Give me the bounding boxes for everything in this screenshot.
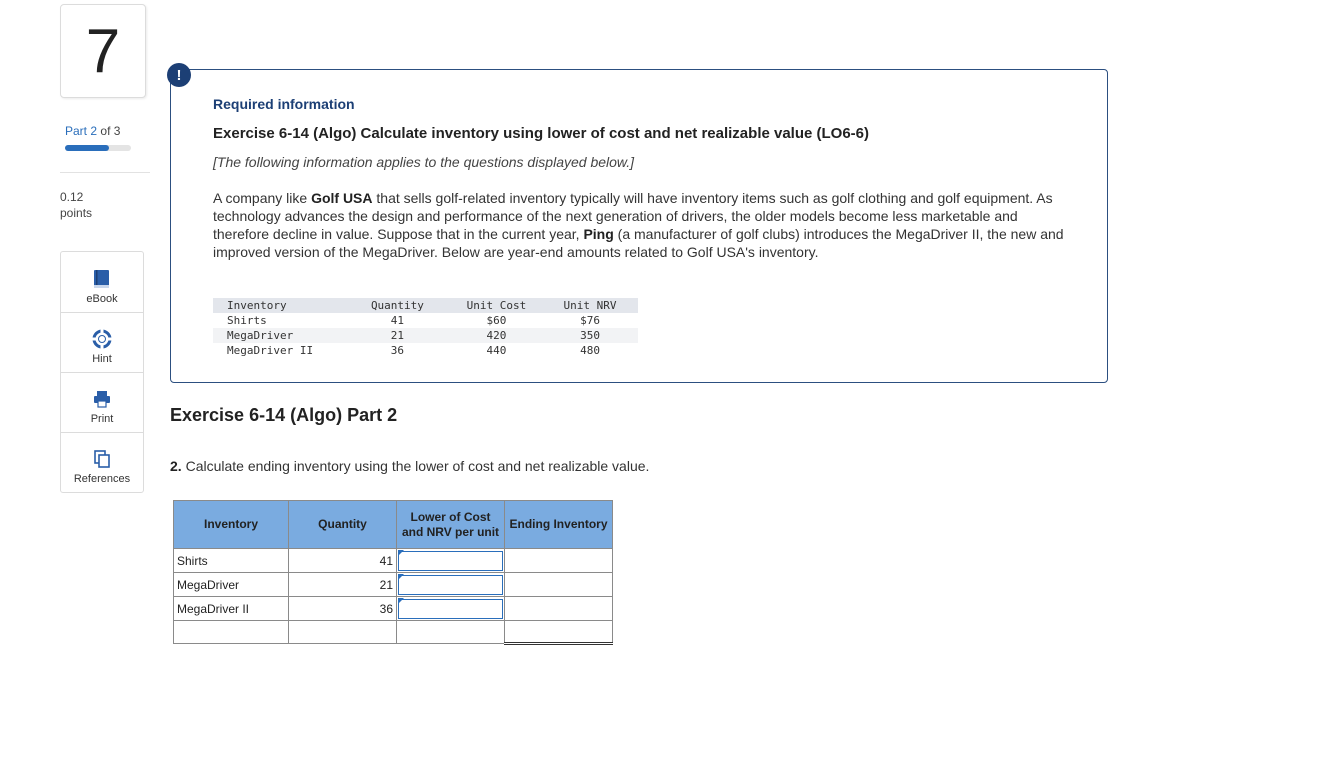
exercise-title: Exercise 6-14 (Algo) Calculate inventory using lower of cost and net realizable value (LO6-6) — [213, 125, 870, 142]
lcnrv-input-megadriver-ii[interactable] — [398, 599, 503, 619]
lcnrv-input-megadriver[interactable] — [398, 575, 503, 595]
part-current: 2 — [90, 124, 98, 138]
part2-title: Exercise 6-14 (Algo) Part 2 — [170, 405, 398, 425]
ending-inventory-cell — [505, 549, 613, 573]
references-label: References — [73, 473, 131, 485]
book-icon — [92, 269, 112, 289]
table-row — [174, 573, 613, 597]
required-info-heading: Required information — [213, 96, 355, 112]
col-lcnrv: Lower of Cost and NRV per unit — [397, 501, 505, 549]
item-quantity: 21 — [289, 573, 397, 597]
ending-inventory-cell — [505, 573, 613, 597]
alert-icon: ! — [167, 63, 191, 87]
col-quantity: Quantity — [289, 501, 397, 549]
table-row — [174, 597, 613, 621]
header-unit-nrv: Unit NRV — [542, 298, 638, 313]
ebook-label: eBook — [86, 293, 118, 305]
total-row — [174, 621, 613, 644]
header-inventory: Inventory — [213, 298, 344, 313]
total-ending-inventory — [505, 621, 613, 644]
tools-panel — [60, 251, 144, 493]
points-display — [60, 189, 92, 221]
lcnrv-input-shirts[interactable] — [398, 551, 503, 571]
references-icon — [92, 449, 112, 469]
points-value: 0.12 — [60, 190, 84, 204]
inventory-data-table — [213, 298, 638, 358]
hint-button[interactable] — [61, 312, 143, 372]
part-progress-bar — [65, 145, 131, 151]
references-button[interactable] — [61, 432, 143, 492]
item-label: Shirts — [174, 549, 289, 573]
item-quantity: 36 — [289, 597, 397, 621]
points-label: points — [60, 206, 93, 220]
item-label: MegaDriver II — [174, 597, 289, 621]
answer-table — [173, 500, 613, 645]
col-inventory: Inventory — [174, 501, 289, 549]
question-number: 7 — [60, 4, 146, 98]
total-empty-cell — [397, 621, 505, 644]
hint-label: Hint — [92, 353, 112, 365]
total-empty-cell — [289, 621, 397, 644]
table-row: MegaDriver II 36 440 480 — [227, 344, 600, 357]
table-row — [174, 549, 613, 573]
part-of-text: of 3 — [100, 124, 121, 138]
input-flag-icon — [398, 574, 404, 580]
manufacturer-name: Ping — [583, 226, 614, 242]
part-progress-fill — [65, 145, 109, 151]
rail-divider — [60, 172, 150, 173]
ebook-button[interactable] — [61, 252, 143, 312]
table-row: MegaDriver 21 420 350 — [213, 328, 638, 343]
answer-table-header — [174, 501, 613, 549]
print-button[interactable] — [61, 372, 143, 432]
input-flag-icon — [398, 550, 404, 556]
total-label-cell — [174, 621, 289, 644]
data-table-header — [213, 298, 638, 313]
scenario-paragraph: A company like Golf USA that sells golf-related inventory typically will have inventory items such as golf clothing and golf equipment. As technology advances the design and performance of the next generation of drivers, the older models become less marketable and therefore decline in value. Suppose that in the current year, Ping (a manufacturer of golf clubs) introduces the MegaDriver II, the new and improved version of the MegaDriver. Below are year-end amounts related to Golf USA's inventory. — [213, 190, 1064, 260]
header-quantity: Quantity — [344, 298, 451, 313]
question-text: 2. Calculate ending inventory using the lower of cost and net realizable value. — [170, 458, 650, 474]
printer-icon — [92, 389, 112, 409]
header-unit-cost: Unit Cost — [451, 298, 542, 313]
applies-note: [The following information applies to the questions displayed below.] — [213, 154, 635, 170]
input-flag-icon — [398, 598, 404, 604]
ending-inventory-cell — [505, 597, 613, 621]
item-quantity: 41 — [289, 549, 397, 573]
col-ending-inventory: Ending Inventory — [505, 501, 613, 549]
print-label: Print — [90, 413, 114, 425]
part-indicator: Part 2 of 3 — [65, 124, 121, 138]
lifebuoy-icon — [92, 329, 112, 349]
table-row: Shirts 41 $60 $76 — [227, 314, 600, 327]
company-name: Golf USA — [311, 190, 373, 206]
item-label: MegaDriver — [174, 573, 289, 597]
